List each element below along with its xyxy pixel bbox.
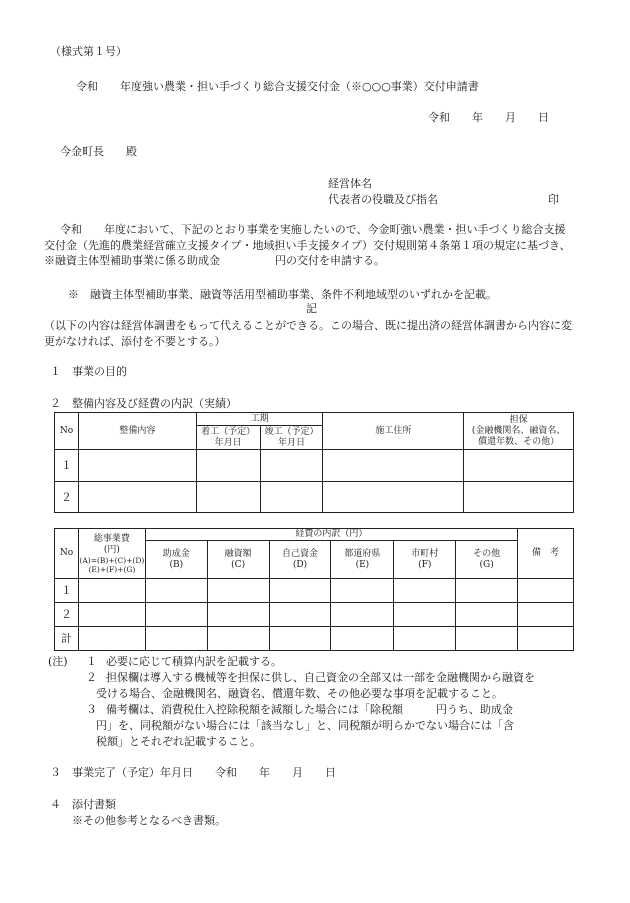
col-address: 施工住所	[323, 413, 464, 450]
table-row	[55, 603, 574, 627]
note-3-number: ３	[86, 703, 97, 716]
note-2-number: ２	[86, 671, 97, 684]
date-line: 令和 年 月 日	[428, 111, 549, 124]
col-content: 整備内容	[78, 413, 196, 450]
note-3-line-2: 円」を、同税額がない場合には「該当なし」と、同税額が明らかでない場合には「含	[96, 719, 514, 732]
note-3-line-3: 税額」とそれぞれ記載すること。	[96, 735, 261, 748]
row-number: １	[55, 450, 79, 482]
note-1-number: １	[86, 655, 97, 668]
col-collateral: 担保 (金融機関名、融資名、 償還年数、その他）	[464, 413, 574, 450]
table-row	[55, 579, 574, 603]
row-total-label: 計	[55, 627, 79, 651]
representative-label: 代表者の役職及び指名	[328, 193, 438, 206]
total-formula: (A)=(B)+(C)+(D) (E)+(F)+(G)	[79, 555, 145, 574]
col-no: No	[55, 413, 79, 450]
col-loan: 融資額 (C)	[207, 541, 269, 579]
col-total	[78, 529, 145, 579]
addressee: 今金町長 殿	[60, 145, 137, 158]
col-municipality: 市町村 (F)	[394, 541, 456, 579]
row-number: ２	[55, 482, 79, 513]
asterisk-note: ※ 融資主体型補助事業、融資等活用型補助事業、条件不利地域型のいずれかを記載。	[68, 288, 497, 301]
col-remarks: 備 考	[518, 529, 574, 579]
org-name-label: 経営体名	[328, 177, 372, 190]
table-row	[55, 450, 574, 482]
table-costs	[54, 528, 574, 651]
note-2-line-2: 受ける場合、金融機関名、融資名、償還年数、その他必要な事項を記載すること。	[96, 687, 503, 700]
col-start: 着工（予定） 年月日	[196, 426, 260, 450]
paren-note: （以下の内容は経営体調書をもって代えることができる。この場合、既に提出済の経営体調書から内容に変更がなければ、添付を不要とする。）	[44, 319, 572, 348]
note-1: 必要に応じて積算内訳を記載する。	[106, 655, 282, 668]
total-label: 総事業費 (円)	[93, 533, 130, 555]
col-subsidy: 助成金 (B)	[145, 541, 207, 579]
seal-mark: 印	[548, 193, 559, 206]
document-title: 令和 年度強い農業・担い手づくり総合支援交付金（※○○○事業）交付申請書	[76, 80, 479, 93]
col-end: 竣工（予定） 年月日	[260, 426, 323, 450]
section-4-heading: ４ 添付書類	[50, 798, 116, 811]
section-1-heading: １ 事業の目的	[50, 365, 127, 378]
note-2-line-1: 担保欄は導入する機械等を担保に供し、自己資金の全部又は一部を金融機関から融資を	[106, 671, 535, 684]
note-3-line-1: 備考欄は、消費税仕入控除税額を減額した場合には「除税額 円うち、助成金	[106, 703, 513, 716]
form-label: （様式第１号）	[50, 45, 127, 58]
table-equipment	[54, 412, 574, 513]
col-no: No	[55, 529, 79, 579]
ki-mark: 記	[306, 302, 317, 315]
col-prefecture: 都道府県 (E)	[331, 541, 394, 579]
row-number: ２	[55, 603, 79, 627]
notes-label: (注)	[48, 655, 68, 668]
table-row	[55, 482, 574, 513]
col-own-funds: 自己資金 (D)	[269, 541, 331, 579]
row-number: １	[55, 579, 79, 603]
col-other: その他 (G)	[456, 541, 518, 579]
table-row-total	[55, 627, 574, 651]
attachment-note: ※その他参考となるべき書類。	[72, 814, 226, 827]
col-breakdown: 経費の内訳（円）	[145, 529, 517, 541]
section-2-heading: ２ 整備内容及び経費の内訳（実績）	[50, 397, 237, 410]
col-period: 工期	[196, 413, 323, 426]
body-paragraph: 令和 年度において、下記のとおり事業を実施したいので、今金町強い農業・担い手づくり総合支援交付金（先進的農業経営確立支援タイプ・地域担い手支援タイプ）交付規則第４条第１項の規定に基づき、※融資主体型補助事業に係る助成金 円の交付を申請する。	[44, 223, 571, 267]
section-3-heading: ３ 事業完了（予定）年月日 令和 年 月 日	[50, 766, 336, 779]
